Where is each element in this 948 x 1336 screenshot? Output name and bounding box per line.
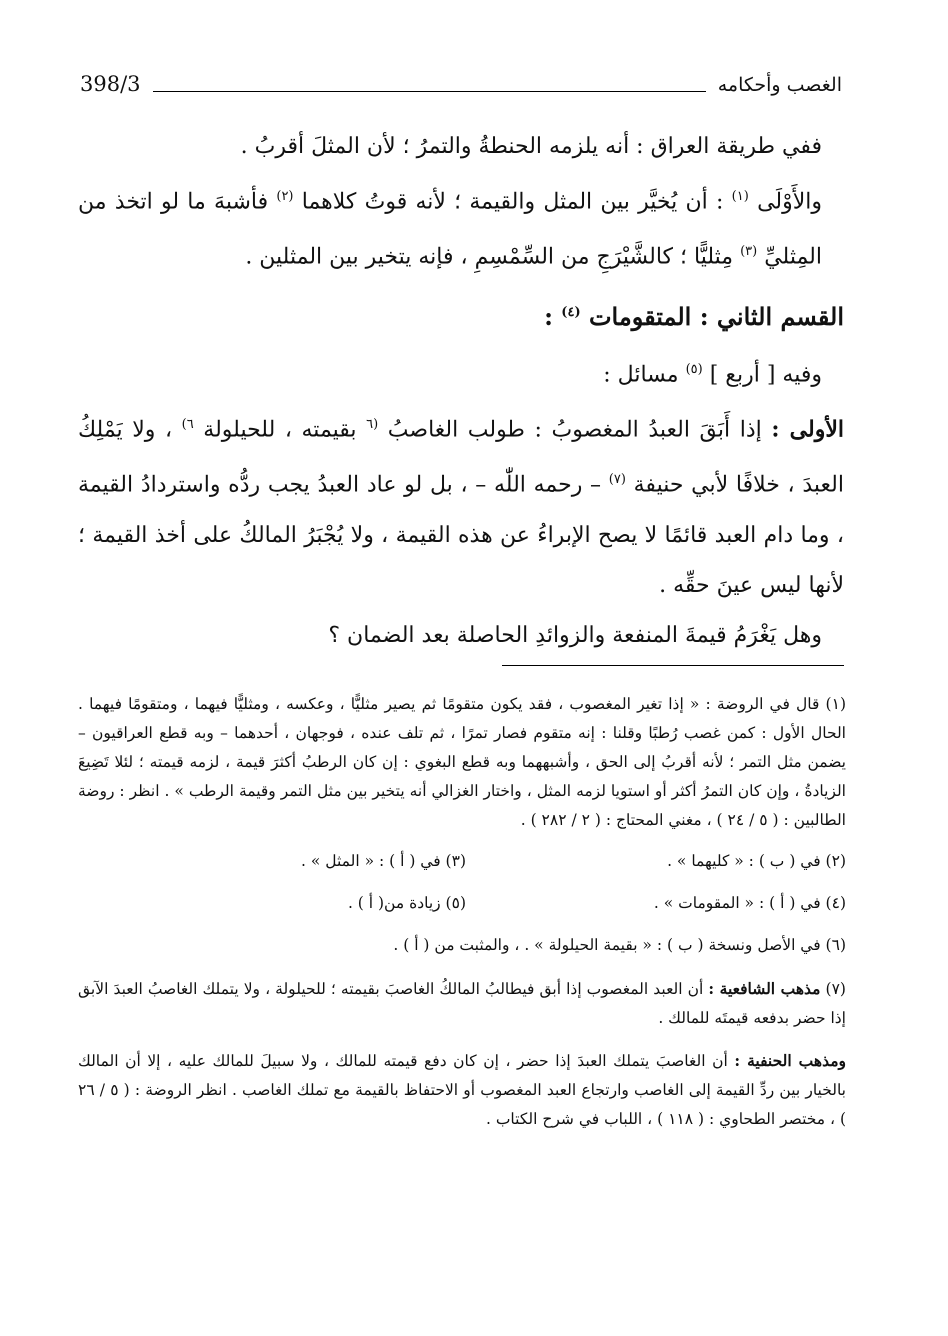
footnote-1: (١) قال في الروضة : « إذا تغير المغصوب ، فقد يكون متقومًا ثم يصير مثليًّا ، وعكسه ، ومثليًّا فيهما ، ومتقومًا فيهما . الحال الأول : كمن غصب رُطبًا وقلنا : إنه متقوم فصار تمرًا ، ثم تلف عنده ، فوجهان ، أحدهما – وبه قطع العراقيون – يضمن مثل التمر ؛ لأنه أقربُ إلى الحق ، وأشبههما وبه قطع البغوي : إن كان الرطبُ أكثرَ قيمة ، لزمه قيمته ؛ لئلا تَضِيعَ الزيادةُ ، وإن كان التمرُ أكثر أو استويا لزمه المثل ، واختار الغزالي أنه يتخير بين مثل التمر وقيمة الرطب » . انظر : روضة الطالبين : ( ٥ / ٢٤ ) ، مغني المحتاج : ( ٢ / ٢٨٢ ) . — [78, 695, 846, 829]
paragraph-first-issue — [78, 400, 844, 611]
page-number: 398/3 — [80, 72, 141, 96]
hanafi-text: أن الغاصبَ يتملك العبدَ إذا حضر ، إن كان دفع قيمته للمالك ، ولا سبيلَ للمالك عليه ، إلا أن المالك بالخيار بين ردِّ القيمة إلى الغاصب وارتجاع العبد المغصوب أو الاحتفاظ بالقيمة مع تملك الغاصب . انظر الروضة : ( ٥ / ٢٦ ) ، مختصر الطحاوي : ( ١١٨ ) ، اللباب في شرح الكتاب . — [78, 1052, 846, 1128]
paragraph-iraq-text: ففي طريقة العراق : أنه يلزمه الحنطةُ والتمرُ ؛ لأن المثلَ أقربُ . — [240, 134, 822, 159]
footnote-7-text: أن العبد المغصوب إذا أبق فيطالبُ المالكُ الغاصبَ بقيمته ؛ للحيلولة ، ولا يتملك الغاصبُ العبدَ الآبق إذا حضر بدفعه قيمتَه للمالك . — [78, 980, 846, 1027]
footnote-3: (٣) في ( أ ) : « المثل » . — [300, 852, 466, 870]
footnote-7-label: مذهب الشافعية : — [708, 979, 821, 998]
footnote-row-6 — [78, 930, 846, 961]
footnote-ref-2[interactable]: (٢) — [276, 189, 294, 204]
header-rule — [153, 91, 706, 92]
paragraph-masail-text-a: وفيه [ أربع ] — [709, 361, 822, 387]
first-issue-label: الأولى : — [771, 416, 844, 443]
footnote-4: (٤) في ( أ ) : « المقومات » . — [653, 894, 846, 912]
question-text: وهل يَغْرَمُ قيمةَ المنفعة والزوائدِ الحاصلة بعد الضمان ؟ — [328, 622, 822, 648]
section-heading-colon: : — [544, 301, 553, 331]
footnote-6: (٦) في الأصل ونسخة ( ب ) : « بقيمة الحيلولة » . ، والمثبت من ( أ ) . — [393, 936, 846, 954]
footnote-ref-1[interactable]: (١) — [731, 189, 749, 204]
first-issue-text-d: – رحمه اللّٰه – ، بل لو عاد العبدُ يجب ردُّه واستردادُ القيمة ، وما دام العبد قائمًا لا يصح الإبراءُ عن هذه القيمة ، ولا يُجْبَرُ المالكُ على أخذ القيمة ؛ لأنها ليس عينَ حقِّه . — [78, 472, 844, 598]
footnote-5: (٥) زيادة من( أ ) . — [347, 894, 466, 912]
paragraph-question — [78, 611, 844, 661]
footnote-ref-4[interactable]: (٤) — [561, 304, 581, 320]
paragraph-awla-text-c: فأشبهَ ما لو اتخذ من المِثليِّ — [78, 189, 822, 270]
section-heading-text: القسم الثاني : المتقومات — [588, 301, 844, 331]
footnote-ref-5[interactable]: (٥) — [685, 361, 703, 377]
paragraph-awla-text-a: والأَوْلَى — [757, 189, 823, 215]
main-text — [78, 122, 844, 661]
footnote-ref-3[interactable]: (٣) — [740, 244, 758, 260]
footnote-gap-2 — [78, 1033, 846, 1046]
footnote-row-2-3 — [78, 846, 846, 877]
hanafi-label: ومذهب الحنفية : — [734, 1051, 846, 1070]
paragraph-awla-text-d: مِثليًّا ؛ كالشَّيْرَجِ من السِّمْسِمِ ، فإنه يتخير بين المثلين . — [245, 244, 734, 270]
paragraph-iraq — [78, 122, 844, 172]
footnote-ref-6-open[interactable]: (٦ — [366, 416, 379, 432]
footnote-gap — [78, 961, 846, 974]
paragraph-awla — [78, 172, 844, 283]
footnote-7-hanafi — [78, 1046, 846, 1134]
running-header — [80, 62, 842, 102]
footnote-ref-7[interactable]: (٧) — [608, 472, 626, 488]
paragraph-masail-text-b: مسائل : — [603, 361, 679, 387]
section-heading — [78, 285, 844, 345]
paragraph-awla-text-b: : أن يُخيَّر بين المثل والقيمة ؛ لأنه قوتُ كلاهما — [301, 189, 724, 215]
first-issue-text-a: إذا أَبَقَ العبدُ المغصوبُ : طولب الغاصبُ — [387, 417, 762, 443]
book-title: الغصب وأحكامه — [717, 74, 842, 96]
footnote-separator — [502, 665, 844, 666]
first-issue-text-c: ، ولا يَمْلِكُ العبدَ ، خلافًا لأبي حنيفة — [78, 417, 844, 498]
footnote-ref-6-close[interactable]: ٦) — [181, 416, 194, 432]
footnote-row-4-5 — [78, 888, 846, 919]
footnotes — [78, 690, 846, 1134]
first-issue-text-b: بقيمته ، للحيلولة — [203, 417, 357, 443]
paragraph-masail — [78, 345, 844, 400]
footnote-7-number: (٧) — [825, 980, 846, 998]
footnote-2: (٢) في ( ب ) : « كليهما » . — [667, 852, 846, 870]
footnote-7 — [78, 974, 846, 1033]
